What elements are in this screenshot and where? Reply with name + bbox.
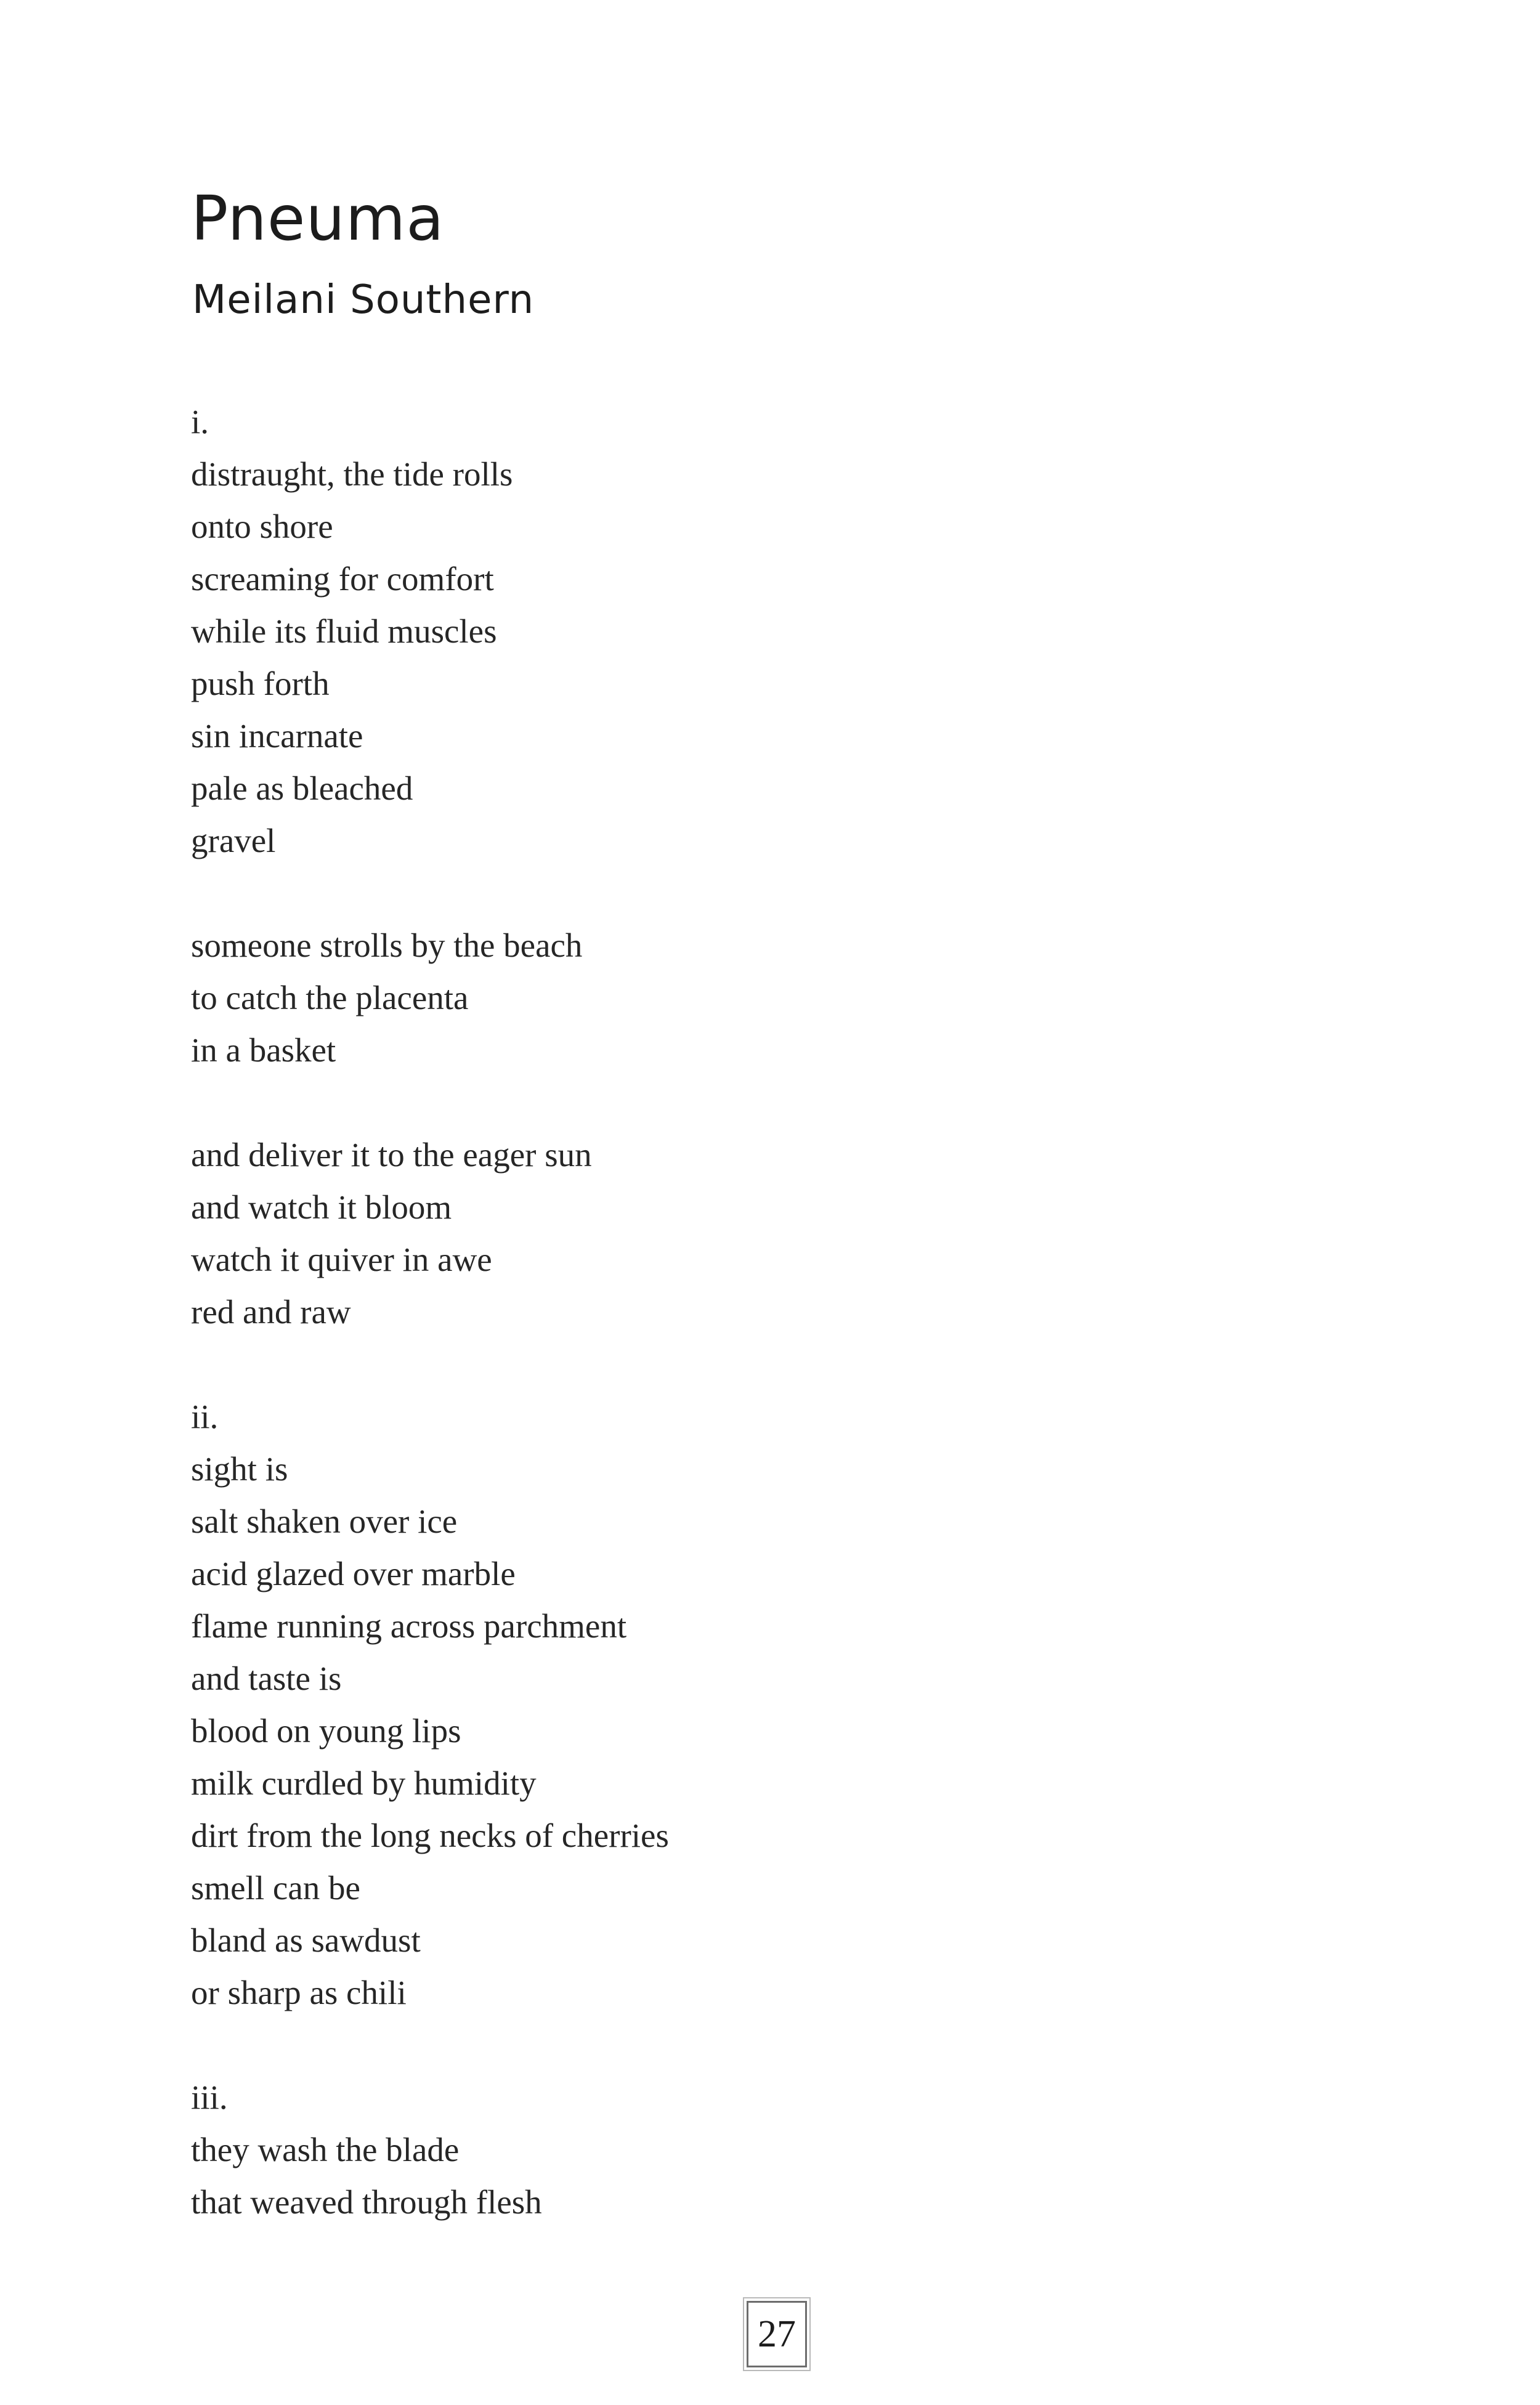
poem-line: distraught, the tide rolls <box>191 455 513 493</box>
poem-line: smell can be <box>191 1869 360 1907</box>
poem-line: and taste is <box>191 1660 342 1697</box>
page-number: 27 <box>747 2301 807 2367</box>
poem-line: and deliver it to the eager sun <box>191 1136 592 1174</box>
poem-line: that weaved through flesh <box>191 2183 542 2221</box>
stanza-break <box>191 867 669 919</box>
poem-line: to catch the placenta <box>191 979 469 1016</box>
poem-line: onto shore <box>191 508 333 545</box>
poem-line: they wash the blade <box>191 2131 460 2168</box>
poem-line: in a basket <box>191 1031 336 1069</box>
poem-line: red and raw <box>191 1293 351 1331</box>
poem-line: pale as bleached <box>191 769 413 807</box>
poem-line: sin incarnate <box>191 717 363 755</box>
poem-line: salt shaken over ice <box>191 1503 458 1540</box>
poem-line: and watch it bloom <box>191 1188 452 1226</box>
poem-line: sight is <box>191 1450 288 1488</box>
section-numeral: i. <box>191 403 209 440</box>
poem-author: Meilani Southern <box>192 277 535 323</box>
poem-line: someone strolls by the beach <box>191 927 583 964</box>
stanza-break <box>191 1338 669 1390</box>
poem-line: bland as sawdust <box>191 1921 421 1959</box>
poem-line: acid glazed over marble <box>191 1555 516 1592</box>
poem-line: blood on young lips <box>191 1712 461 1750</box>
poem-line: watch it quiver in awe <box>191 1241 492 1278</box>
poem-line: push forth <box>191 665 330 702</box>
section-numeral: iii. <box>191 2079 228 2116</box>
poem-title: Pneuma <box>191 182 445 254</box>
poem-line: gravel <box>191 822 276 859</box>
stanza-break <box>191 1076 669 1129</box>
poem-body <box>191 395 669 2228</box>
poem-line: flame running across parchment <box>191 1607 627 1645</box>
poem-line: while its fluid muscles <box>191 612 497 650</box>
poem-line: screaming for comfort <box>191 560 494 598</box>
stanza-break <box>191 2019 669 2071</box>
poem-line: dirt from the long necks of cherries <box>191 1817 669 1854</box>
poem-line: milk curdled by humidity <box>191 1764 537 1802</box>
poem-line: or sharp as chili <box>191 1974 407 2011</box>
section-numeral: ii. <box>191 1398 219 1435</box>
